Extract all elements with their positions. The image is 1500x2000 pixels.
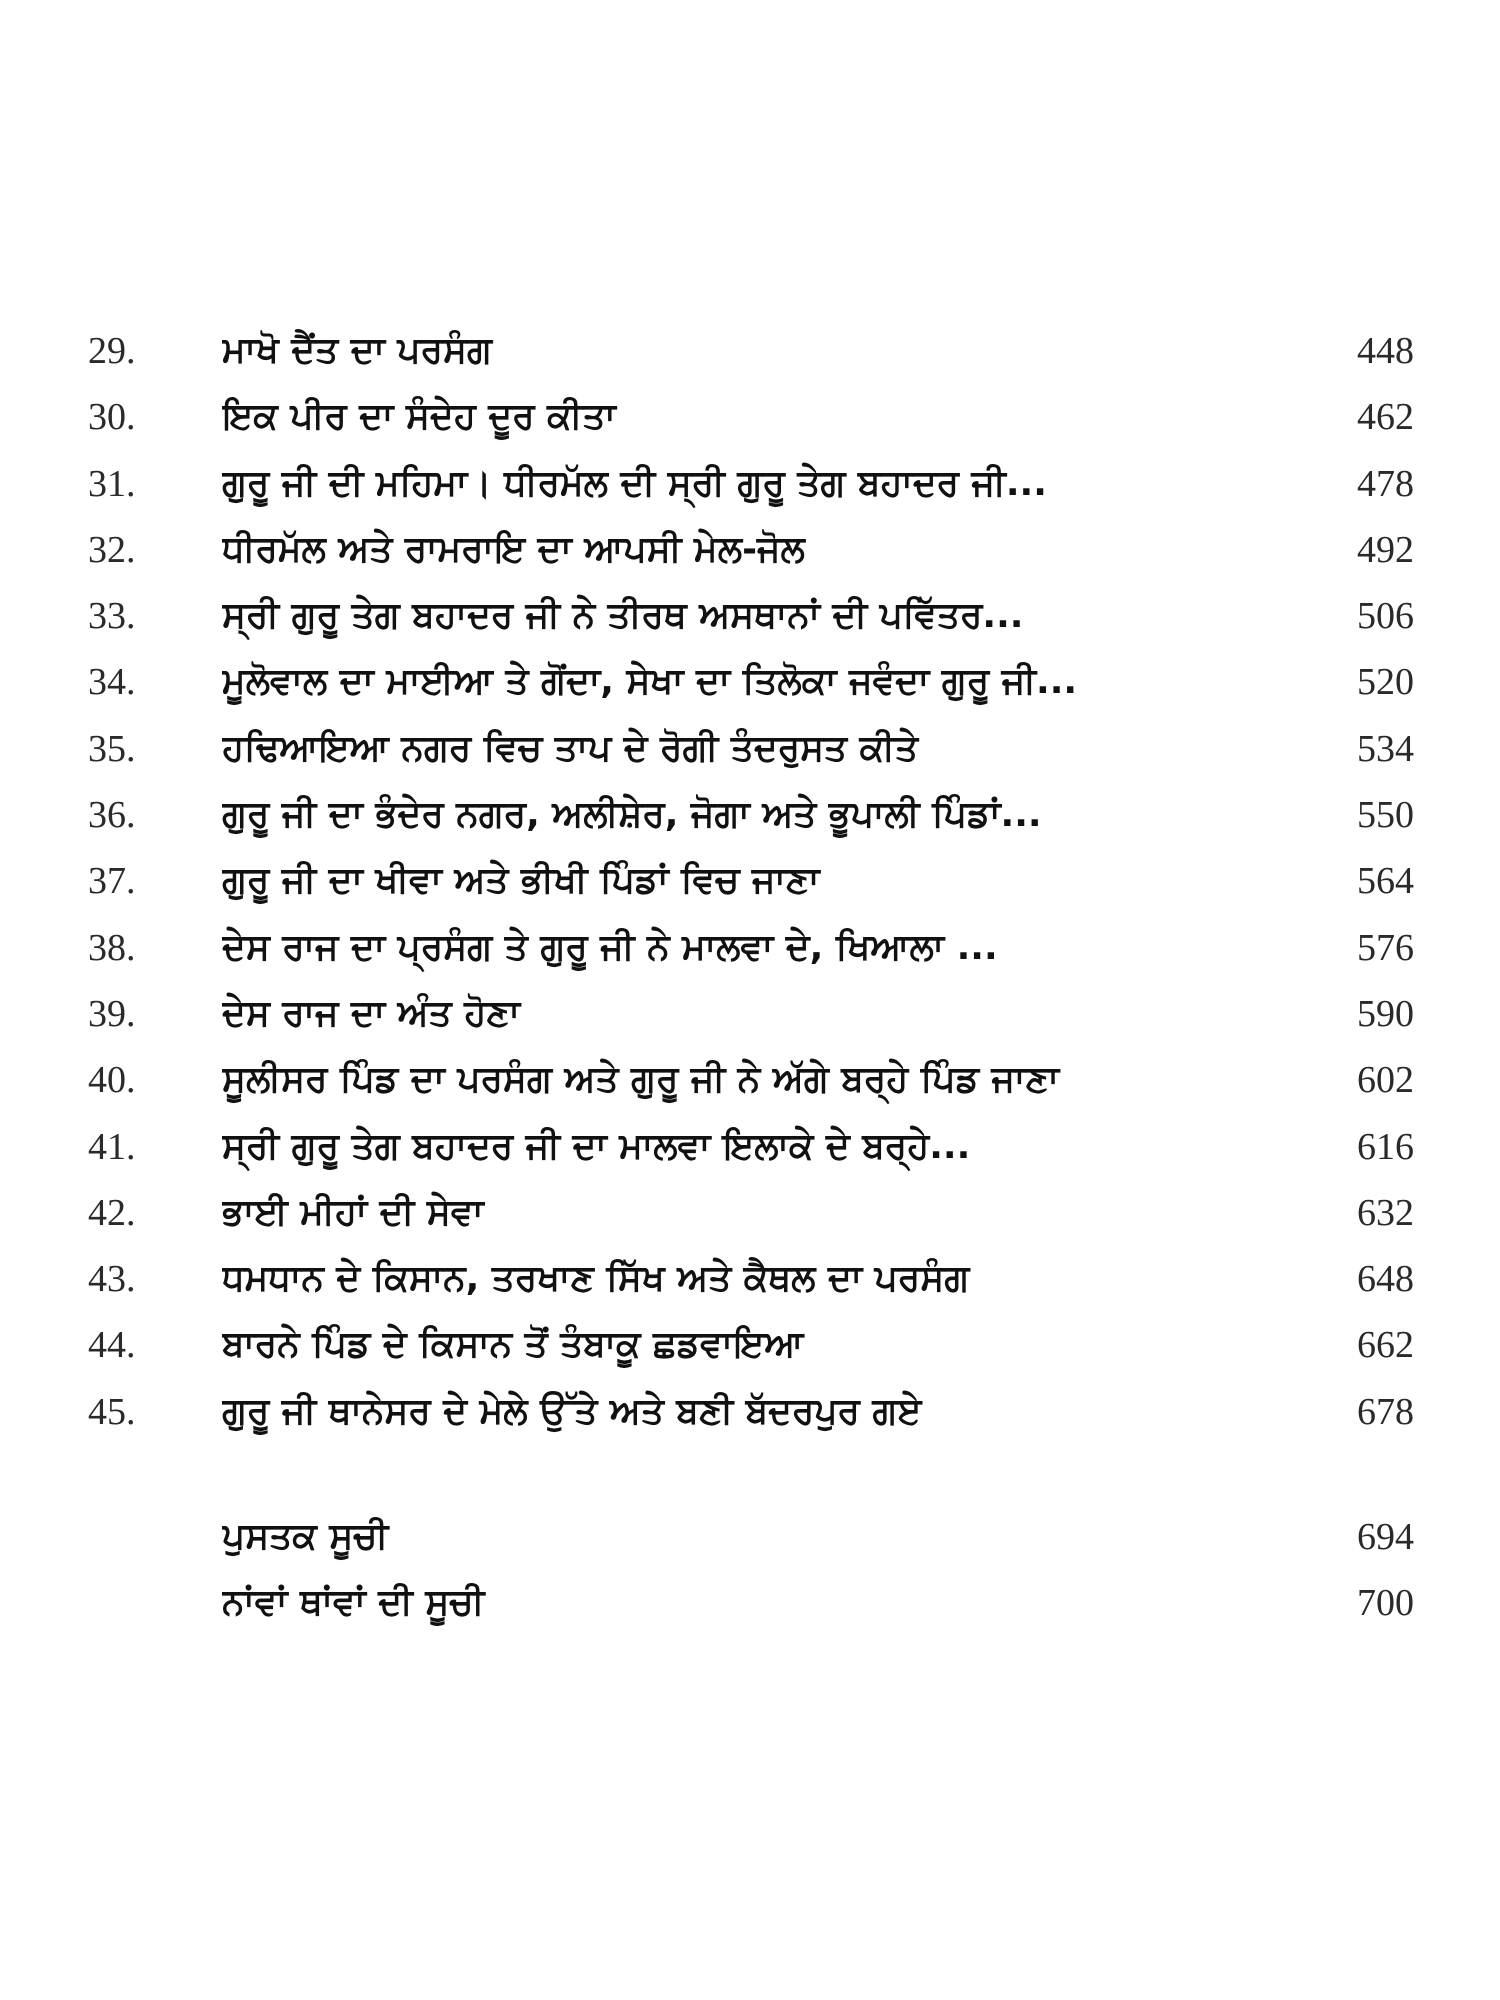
entry-title: ਮਾਖੋ ਦੈਂਤ ਦਾ ਪਰਸੰਗ xyxy=(222,330,492,371)
toc-entry xyxy=(0,981,1500,1047)
entry-title: ਬਾਰਨੇ ਪਿੰਡ ਦੇ ਕਿਸਾਨ ਤੋਂ ਤੰਬਾਕੂ ਛਡਵਾਇਆ xyxy=(222,1324,804,1366)
entry-number: 33. xyxy=(88,595,136,638)
entry-page-number: 576 xyxy=(1357,926,1414,969)
entry-title: ਸ੍ਰੀ ਗੁਰੂ ਤੇਗ ਬਹਾਦਰ ਜੀ ਨੇ ਤੀਰਥ ਅਸਥਾਨਾਂ ਦੀ ਪਵਿੱਤਰ... xyxy=(222,595,1024,637)
entry-title: ਧਮਧਾਨ ਦੇ ਕਿਸਾਨ, ਤਰਖਾਣ ਸਿੱਖ ਅਤੇ ਕੈਥਲ ਦਾ ਪਰਸੰਗ xyxy=(222,1258,970,1300)
entry-page-number: 448 xyxy=(1357,330,1414,372)
toc-entry xyxy=(0,1114,1500,1180)
entry-page-number: 492 xyxy=(1357,528,1414,571)
entry-page-number: 462 xyxy=(1357,396,1414,439)
entry-page-number: 602 xyxy=(1357,1059,1414,1102)
entry-number: 31. xyxy=(88,462,136,505)
entry-number: 43. xyxy=(88,1258,136,1301)
entry-number: 36. xyxy=(88,794,136,837)
entry-page-number: 478 xyxy=(1357,462,1414,505)
entry-page-number: 616 xyxy=(1357,1125,1414,1168)
toc-entry xyxy=(0,1180,1500,1246)
entry-page-number: 520 xyxy=(1357,661,1414,704)
entry-number: 44. xyxy=(88,1324,136,1367)
toc-entry xyxy=(0,848,1500,914)
entry-page-number: 506 xyxy=(1357,595,1414,638)
appendix-page-number: 694 xyxy=(1357,1516,1414,1558)
entry-number: 35. xyxy=(88,727,136,770)
entry-title: ਗੁਰੂ ਜੀ ਦਾ ਭੰਦੇਰ ਨਗਰ, ਅਲੀਸ਼ੇਰ, ਜੋਗਾ ਅਤੇ ਭੂਪਾਲੀ ਪਿੰਡਾਂ... xyxy=(222,794,1042,836)
toc-entry xyxy=(0,782,1500,848)
entry-number: 30. xyxy=(88,396,136,439)
appendix-entry xyxy=(0,1570,1500,1636)
entry-title: ਗੁਰੂ ਜੀ ਦਾ ਖੀਵਾ ਅਤੇ ਭੀਖੀ ਪਿੰਡਾਂ ਵਿਚ ਜਾਣਾ xyxy=(222,860,820,902)
toc-entry xyxy=(0,716,1500,782)
entry-number: 40. xyxy=(88,1059,136,1102)
entry-title: ਗੁਰੂ ਜੀ ਦੀ ਮਹਿਮਾ। ਧੀਰਮੱਲ ਦੀ ਸ੍ਰੀ ਗੁਰੂ ਤੇਗ ਬਹਾਦਰ ਜੀ... xyxy=(222,462,1047,504)
entry-page-number: 632 xyxy=(1357,1191,1414,1234)
toc-entry xyxy=(0,649,1500,715)
toc-entry xyxy=(0,915,1500,981)
entry-page-number: 550 xyxy=(1357,794,1414,837)
toc-entry xyxy=(0,1312,1500,1378)
toc-entry xyxy=(0,583,1500,649)
entry-title: ਇਕ ਪੀਰ ਦਾ ਸੰਦੇਹ ਦੂਰ ਕੀਤਾ xyxy=(222,396,616,438)
toc-entry xyxy=(0,384,1500,450)
entry-number: 37. xyxy=(88,860,136,903)
entry-page-number: 662 xyxy=(1357,1324,1414,1367)
entry-page-number: 678 xyxy=(1357,1390,1414,1433)
entry-number: 29. xyxy=(88,330,136,372)
toc-entry xyxy=(0,318,1500,384)
entry-page-number: 564 xyxy=(1357,860,1414,903)
entry-title: ਭਾਈ ਮੀਹਾਂ ਦੀ ਸੇਵਾ xyxy=(222,1191,484,1233)
appendix-title: ਨਾਂਵਾਂ ਥਾਂਵਾਂ ਦੀ ਸੂਚੀ xyxy=(222,1582,485,1624)
entry-number: 39. xyxy=(88,992,136,1035)
entry-page-number: 590 xyxy=(1357,992,1414,1035)
entry-title: ਸੂਲੀਸਰ ਪਿੰਡ ਦਾ ਪਰਸੰਗ ਅਤੇ ਗੁਰੂ ਜੀ ਨੇ ਅੱਗੇ ਬਰ੍ਹੇ ਪਿੰਡ ਜਾਣਾ xyxy=(222,1059,1060,1101)
entry-number: 45. xyxy=(88,1390,136,1433)
toc-entries xyxy=(0,318,1500,1445)
toc-entry xyxy=(0,517,1500,583)
entry-title: ਦੇਸ ਰਾਜ ਦਾ ਅੰਤ ਹੋਣਾ xyxy=(222,992,521,1034)
entry-title: ਹਢਿਆਇਆ ਨਗਰ ਵਿਚ ਤਾਪ ਦੇ ਰੋਗੀ ਤੰਦਰੁਸਤ ਕੀਤੇ xyxy=(222,727,919,769)
entry-number: 41. xyxy=(88,1125,136,1168)
toc-appendix xyxy=(0,1504,1500,1637)
entry-number: 42. xyxy=(88,1191,136,1234)
entry-title: ਦੇਸ ਰਾਜ ਦਾ ਪ੍ਰਸੰਗ ਤੇ ਗੁਰੂ ਜੀ ਨੇ ਮਾਲਵਾ ਦੇ, ਖਿਆਲਾ ... xyxy=(222,926,998,968)
entry-number: 34. xyxy=(88,661,136,704)
entry-page-number: 648 xyxy=(1357,1258,1414,1301)
entry-title: ਗੁਰੂ ਜੀ ਥਾਨੇਸਰ ਦੇ ਮੇਲੇ ਉੱਤੇ ਅਤੇ ਬਣੀ ਬੱਦਰਪੁਰ ਗਏ xyxy=(222,1390,922,1432)
entry-title: ਸ੍ਰੀ ਗੁਰੂ ਤੇਗ ਬਹਾਦਰ ਜੀ ਦਾ ਮਾਲਵਾ ਇਲਾਕੇ ਦੇ ਬਰ੍ਹੇ... xyxy=(222,1125,971,1167)
entry-title: ਧੀਰਮੱਲ ਅਤੇ ਰਾਮਰਾਇ ਦਾ ਆਪਸੀ ਮੇਲ-ਜੋਲ xyxy=(222,528,805,570)
entry-title: ਮੂਲੋਵਾਲ ਦਾ ਮਾਈਆ ਤੇ ਗੋਂਦਾ, ਸੇਖਾ ਦਾ ਤਿਲੋਕਾ ਜਵੰਦਾ ਗੁਰੂ ਜੀ... xyxy=(222,661,1078,703)
appendix-entry xyxy=(0,1504,1500,1570)
entry-number: 38. xyxy=(88,926,136,969)
entry-page-number: 534 xyxy=(1357,727,1414,770)
toc-entry xyxy=(0,1047,1500,1113)
appendix-page-number: 700 xyxy=(1357,1582,1414,1625)
toc-entry xyxy=(0,1379,1500,1445)
toc-entry xyxy=(0,1246,1500,1312)
toc-entry xyxy=(0,451,1500,517)
entry-number: 32. xyxy=(88,528,136,571)
appendix-title: ਪੁਸਤਕ ਸੂਚੀ xyxy=(222,1516,389,1557)
